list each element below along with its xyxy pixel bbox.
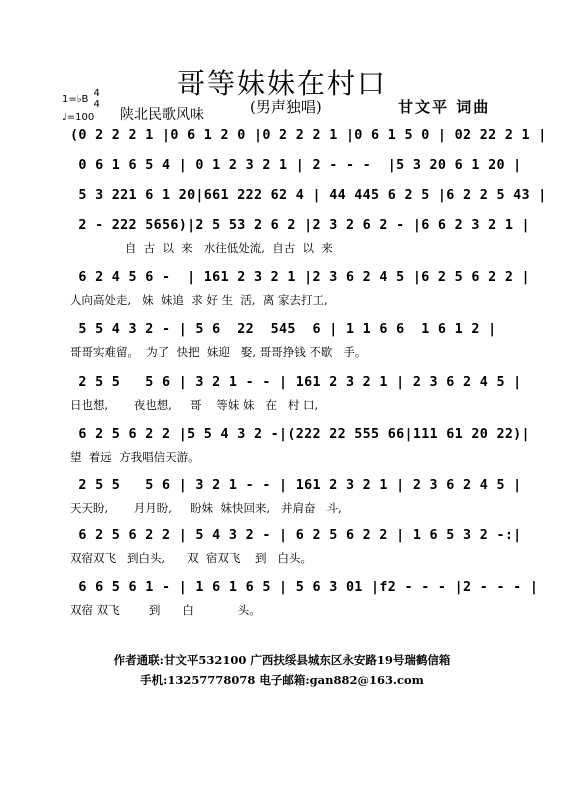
author-phone-email: 手机:13257778078 电子邮箱:gan882@163.com — [140, 673, 424, 687]
style-text: 陕北民歌风味 — [120, 107, 204, 123]
lyrics-line: 双宿双飞 到白头, 双 宿双飞 到 白头。 — [70, 551, 312, 565]
notation-line: 5 3 221 6 1 20|661 222 62 4 | 44 445 6 2 5 |6 2 2 5 43 | — [70, 188, 547, 203]
lyrics-line: 自 古 以 来 水往低处流, 自古 以 来 — [70, 241, 333, 255]
lyrics-line: 人向高处走, 妹 妹追 求 好 生 活, 离 家去打工, — [70, 293, 328, 307]
lyrics-line: 日也想, 夜也想, 哥 等妹 妹 在 村 口, — [70, 398, 319, 412]
tempo-marking: ♩=100 — [62, 112, 95, 123]
notation-line: 6 2 5 6 2 2 | 5 4 3 2 - | 6 2 5 6 2 2 | 1 6 5 3 2 -:| — [70, 528, 522, 543]
key-label: 1= — [62, 94, 77, 105]
time-signature — [94, 88, 100, 110]
song-title: 哥等妹妹在村口 — [176, 67, 387, 100]
notation-line: 6 2 4 5 6 - | 161 2 3 2 1 |2 3 6 2 4 5 |6 2 5 6 2 2 | — [70, 270, 530, 285]
notation-line: 6 2 5 6 2 2 |5 5 4 3 2 -|(222 22 555 66|111 61 20 22)| — [70, 427, 530, 442]
notation-line: 2 5 5 5 6 | 3 2 1 - - | 161 2 3 2 1 | 2 3 6 2 4 5 | — [70, 478, 522, 493]
author-credit: 甘文平 词曲 — [398, 98, 491, 116]
meter-top: 4 — [93, 88, 100, 99]
notation-line: 2 - 222 5656)|2 5 53 2 6 2 |2 3 2 6 2 - |6 6 2 3 2 1 | — [70, 218, 530, 233]
notation-line: 5 5 4 3 2 - | 5 6 22 545 6 | 1 1 6 6 1 6 1 2 | — [70, 322, 497, 337]
notation-line: 6 6 5 6 1 - | 1 6 1 6 5 | 5 6 3 01 |f2 - - - |2 - - - | — [70, 580, 539, 595]
lyrics-line: 哥哥实难留。 为了 快把 妹迎 娶, 哥哥挣钱 不歇 手。 — [70, 345, 367, 359]
notation-line: 0 6 1 6 5 4 | 0 1 2 3 2 1 | 2 - - - |5 3 20 6 1 20 | — [70, 158, 522, 173]
voice-type: (男声独唱) — [250, 98, 322, 116]
key-flat: ♭B — [76, 94, 89, 105]
notation-line: 2 5 5 5 6 | 3 2 1 - - | 161 2 3 2 1 | 2 3 6 2 4 5 | — [70, 375, 522, 390]
author-contact: 作者通联:甘文平532100 广西扶绥县城东区永安路19号瑞鹤信箱 — [113, 653, 451, 667]
notation-line: (0 2 2 2 1 |0 6 1 2 0 |0 2 2 2 1 |0 6 1 5 0 | 02 22 2 1 | — [70, 128, 547, 143]
meter-bottom: 4 — [93, 99, 100, 110]
lyrics-line: 望 着远 方我唱信天游。 — [70, 450, 200, 464]
key-signature — [62, 88, 100, 110]
lyrics-line: 天天盼, 月月盼, 盼妹 妹快回来, 并肩奋 斗, — [70, 501, 342, 515]
lyrics-line: 双宿 双飞 到 白 头。 — [70, 603, 261, 617]
